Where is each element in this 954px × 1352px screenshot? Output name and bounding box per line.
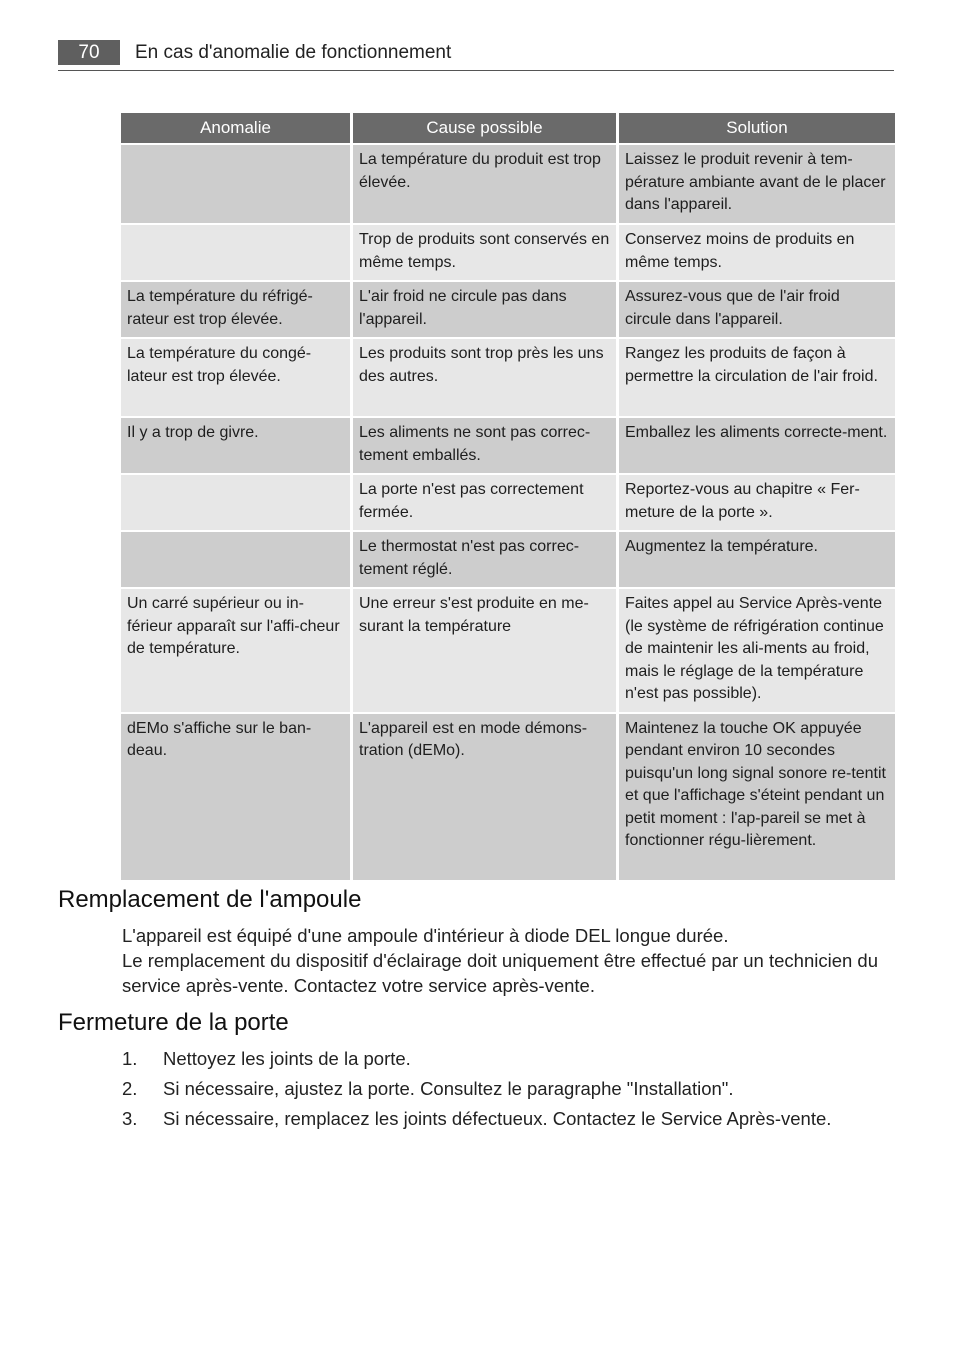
column-header-solution: Solution <box>619 113 895 143</box>
cell-cause: Les aliments ne sont pas correc-tement emballés. <box>353 418 616 473</box>
page-number: 70 <box>58 40 120 65</box>
cell-solution: Faites appel au Service Après-vente (le système de réfrigération continue de maintenir les ali-ments au froid, mais le réglage de la température n'est pas possible). <box>619 589 895 712</box>
cell-anomalie <box>121 225 350 280</box>
column-header-anomalie: Anomalie <box>121 113 350 143</box>
table-row <box>121 225 895 280</box>
cell-anomalie: La température du réfrigé-rateur est trop élevée. <box>121 282 350 337</box>
cell-solution: Assurez-vous que de l'air froid circule dans l'appareil. <box>619 282 895 337</box>
cell-cause: Les produits sont trop près les uns des autres. <box>353 339 616 416</box>
step-number: 3. <box>122 1108 138 1129</box>
table-row <box>121 282 895 337</box>
table-row <box>121 475 895 530</box>
ampoule-paragraph-1: L'appareil est équipé d'une ampoule d'intérieur à diode DEL longue durée. <box>122 925 729 946</box>
cell-anomalie: Un carré supérieur ou in-férieur apparaît sur l'affi-cheur de température. <box>121 589 350 712</box>
table-header-row <box>121 113 895 143</box>
cell-cause: La température du produit est trop élevée. <box>353 145 616 223</box>
list-item <box>122 1076 892 1106</box>
cell-cause: L'appareil est en mode démons-tration (dEMo). <box>353 714 616 880</box>
table-row <box>121 589 895 712</box>
cell-solution: Augmentez la température. <box>619 532 895 587</box>
heading-remplacement-ampoule: Remplacement de l'ampoule <box>58 886 362 913</box>
ampoule-paragraph-2: Le remplacement du dispositif d'éclairage doit uniquement être effectué par un technicien du service après-vente. Contactez votre service après-vente. <box>122 950 878 996</box>
list-item <box>122 1046 892 1076</box>
cell-cause: Une erreur s'est produite en me-surant la température <box>353 589 616 712</box>
page-header <box>58 40 894 71</box>
step-number: 2. <box>122 1078 138 1099</box>
cell-solution: Conservez moins de produits en même temps. <box>619 225 895 280</box>
cell-cause: Le thermostat n'est pas correc-tement réglé. <box>353 532 616 587</box>
list-item <box>122 1106 892 1136</box>
cell-solution: Laissez le produit revenir à tem-pérature ambiante avant de le placer dans l'appareil. <box>619 145 895 223</box>
table-row <box>121 145 895 223</box>
step-number: 1. <box>122 1048 138 1069</box>
step-text: Si nécessaire, remplacez les joints défectueux. Contactez le Service Après-vente. <box>163 1108 832 1129</box>
cell-anomalie: La température du congé-lateur est trop élevée. <box>121 339 350 416</box>
cell-cause: Trop de produits sont conservés en même temps. <box>353 225 616 280</box>
cell-anomalie <box>121 532 350 587</box>
column-header-cause: Cause possible <box>353 113 616 143</box>
step-text: Nettoyez les joints de la porte. <box>163 1048 411 1069</box>
cell-cause: La porte n'est pas correctement fermée. <box>353 475 616 530</box>
step-text: Si nécessaire, ajustez la porte. Consultez le paragraphe "Installation". <box>163 1078 734 1099</box>
table-row <box>121 339 895 416</box>
header-title: En cas d'anomalie de fonctionnement <box>135 42 452 63</box>
troubleshooting-table <box>118 111 898 882</box>
cell-solution: Rangez les produits de façon à permettre la circulation de l'air froid. <box>619 339 895 416</box>
cell-solution: Maintenez la touche OK appuyée pendant environ 10 secondes puisqu'un long signal sonore re-tentit et que l'affichage s'éteint pendant un petit moment : l'ap-pareil se met à fonctionner régu-lièrement. <box>619 714 895 880</box>
cell-solution: Emballez les aliments correcte-ment. <box>619 418 895 473</box>
cell-anomalie: dEMo s'affiche sur le ban-deau. <box>121 714 350 880</box>
cell-anomalie <box>121 475 350 530</box>
heading-fermeture-porte: Fermeture de la porte <box>58 1009 289 1036</box>
cell-anomalie <box>121 145 350 223</box>
cell-solution: Reportez-vous au chapitre « Fer-meture de la porte ». <box>619 475 895 530</box>
cell-anomalie: Il y a trop de givre. <box>121 418 350 473</box>
table-row <box>121 714 895 880</box>
table-row <box>121 532 895 587</box>
cell-cause: L'air froid ne circule pas dans l'appareil. <box>353 282 616 337</box>
door-steps-list <box>122 1046 892 1136</box>
table-row <box>121 418 895 473</box>
